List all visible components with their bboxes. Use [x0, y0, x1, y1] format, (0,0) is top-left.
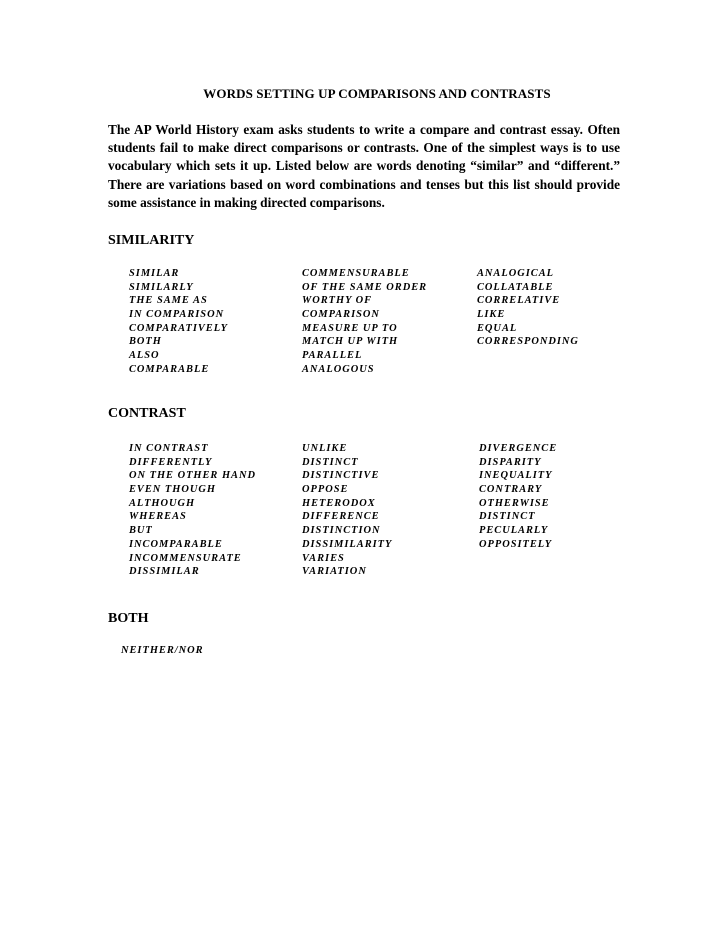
word-item: WORTHY OF	[302, 295, 373, 307]
word-item: THE SAME AS	[129, 295, 208, 307]
word-item: HETERODOX	[302, 497, 376, 509]
word-item: INEQUALITY	[479, 470, 553, 482]
word-item: OPPOSITELY	[479, 538, 553, 550]
word-item: COMPARATIVELY	[129, 322, 229, 334]
word-item: SIMILARLY	[129, 281, 194, 293]
word-item: INCOMMENSURATE	[129, 552, 242, 564]
word-item: DIFFERENCE	[302, 511, 380, 523]
similarity-column-2	[302, 267, 427, 377]
word-item: DISTINCT	[302, 456, 359, 468]
contrast-column-1	[129, 442, 256, 579]
word-item: ALTHOUGH	[129, 497, 196, 509]
word-item: BOTH	[129, 336, 162, 348]
contrast-column-3	[479, 442, 557, 552]
word-item: DISSIMILAR	[129, 566, 200, 578]
word-item: ALSO	[129, 350, 160, 362]
word-item: IN COMPARISON	[129, 309, 225, 321]
word-item: COMMENSURABLE	[302, 268, 410, 279]
word-item: MATCH UP WITH	[302, 336, 399, 348]
document-title: WORDS SETTING UP COMPARISONS AND CONTRASTS	[203, 86, 551, 101]
section-heading-contrast: CONTRAST	[108, 406, 186, 421]
word-item: VARIES	[302, 552, 345, 564]
word-item: PARALLEL	[302, 350, 363, 362]
word-item: PECULARLY	[479, 525, 549, 537]
word-item: DISSIMILARITY	[302, 538, 393, 550]
word-item: EQUAL	[477, 322, 518, 334]
word-item: LIKE	[477, 309, 506, 321]
word-item: DIFFERENTLY	[129, 456, 213, 468]
word-item: EVEN THOUGH	[129, 484, 216, 496]
word-item: DISTINCT	[479, 511, 536, 523]
section-heading-both: BOTH	[108, 611, 149, 626]
word-item: BUT	[129, 525, 153, 537]
word-item: COMPARABLE	[129, 363, 210, 375]
word-item: MEASURE UP TO	[302, 322, 398, 334]
word-item: VARIATION	[302, 566, 367, 578]
word-item: UNLIKE	[302, 443, 348, 454]
word-item: IN CONTRAST	[129, 443, 209, 454]
word-item: ON THE OTHER HAND	[129, 470, 256, 482]
word-item: CORRELATIVE	[477, 295, 561, 307]
word-item: CONTRARY	[479, 484, 543, 496]
word-item: DISTINCTIVE	[302, 470, 380, 482]
word-item: OF THE SAME ORDER	[302, 281, 428, 293]
word-item: NEITHER/NOR	[121, 645, 204, 656]
word-item: INCOMPARABLE	[129, 538, 223, 550]
word-item: ANALOGICAL	[477, 268, 554, 279]
word-item: DIVERGENCE	[479, 443, 558, 454]
word-item: COMPARISON	[302, 309, 380, 321]
word-item: DISTINCTION	[302, 525, 381, 537]
contrast-column-2	[302, 442, 392, 579]
word-item: COLLATABLE	[477, 281, 554, 293]
word-item: SIMILAR	[129, 268, 180, 279]
word-item: WHEREAS	[129, 511, 187, 523]
word-item: CORRESPONDING	[477, 336, 579, 348]
word-item: ANALOGOUS	[302, 363, 375, 375]
intro-paragraph: The AP World History exam asks students to write a compare and contrast essay. Often students fail to make direct comparisons or contrasts. One of the simplest ways is to use vocabulary which sets it up. Listed below are words denoting “similar” and “different.” There are variations based on word combinations and tenses but this list should provide some assistance in making directed comparisons.	[108, 122, 620, 210]
word-item: OPPOSE	[302, 484, 349, 496]
word-item: DISPARITY	[479, 456, 542, 468]
similarity-column-1	[129, 267, 228, 377]
similarity-column-3	[477, 267, 579, 349]
word-item: OTHERWISE	[479, 497, 550, 509]
section-heading-similarity: SIMILARITY	[108, 233, 195, 248]
both-column-1	[121, 644, 204, 658]
